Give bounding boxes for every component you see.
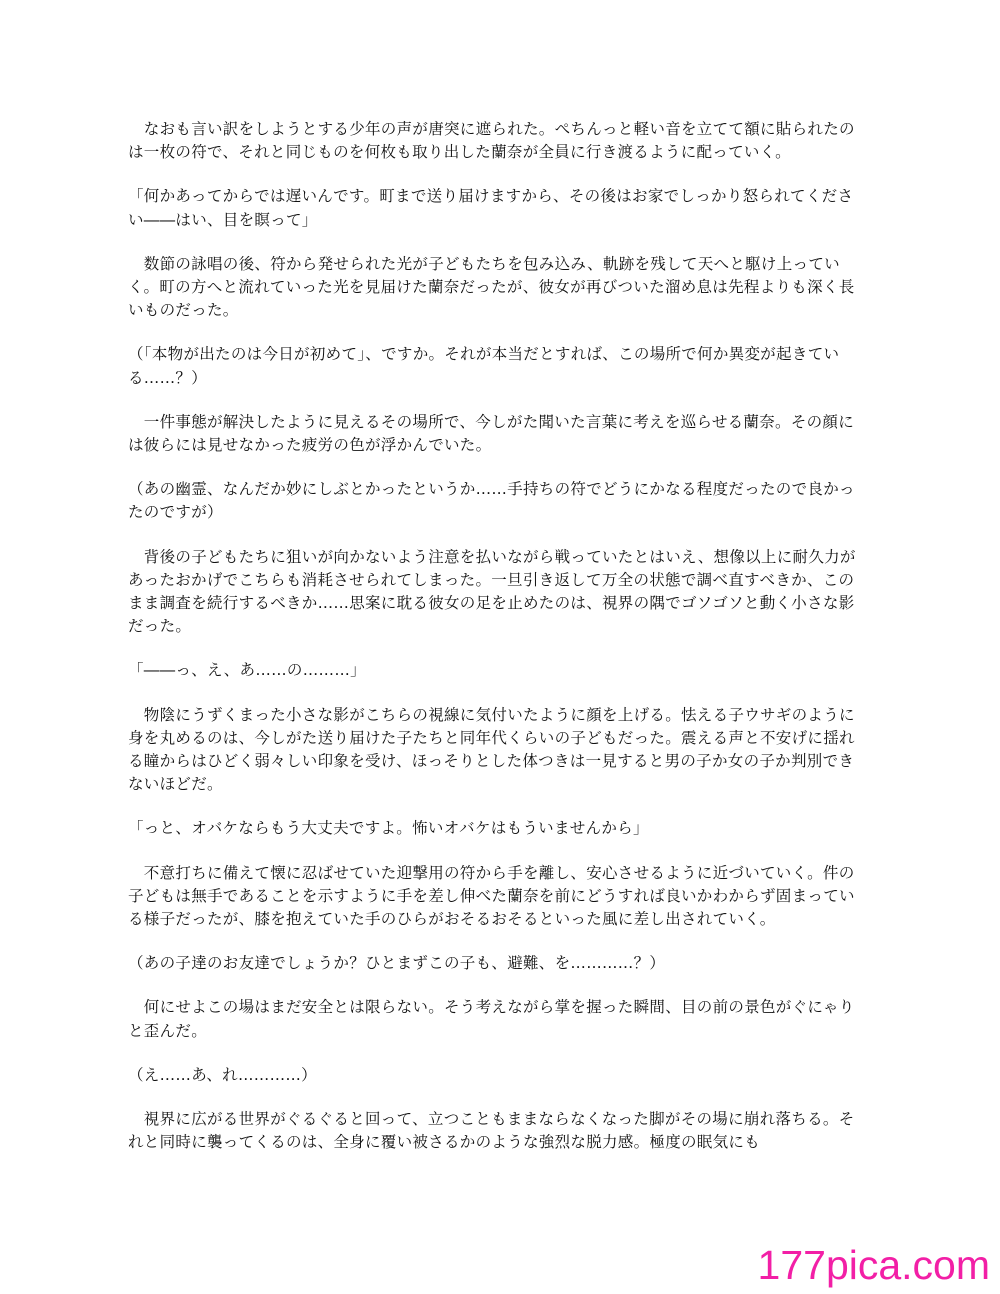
paragraph: 何にせよこの場はまだ安全とは限らない。そう考えながら掌を握った瞬間、目の前の景色がぐにゃりと歪んだ。 bbox=[128, 998, 855, 1040]
paragraph: 物陰にうずくまった小さな影がこちらの視線に気付いたように顔を上げる。怯える子ウサギのように身を丸めるのは、今しがた送り届けた子たちと同年代くらいの子どもだった。震える声と不安げに揺れる瞳からはひどく弱々しい印象を受け、ほっそりとした体つきは一見すると男の子か女の子か判別できないほどだ。 bbox=[128, 705, 855, 794]
paragraph: 数節の詠唱の後、符から発せられた光が子どもたちを包み込み、軌跡を残して天へと駆け上っていく。町の方へと流れていった光を見届けた蘭奈だったが、彼女が再びついた溜め息は先程よりも深く長いものだった。 bbox=[128, 254, 855, 320]
thought-paragraph: （あの子達のお友達でしょうか？ひとまずこの子も、避難、を…………？） bbox=[128, 954, 666, 973]
watermark-logo: 177pica.com bbox=[757, 1242, 990, 1288]
paragraph: 背後の子どもたちに狙いが向かないよう注意を払いながら戦っていたとはいえ、想像以上に耐久力があったおかげでこちらも消耗させられてしまった。一旦引き返して万全の状態で調べ直すべきか、このまま調査を続行するべきか……思案に耽る彼女の足を止めたのは、視界の隅でゴソゴソと動く小さな影だった。 bbox=[128, 547, 856, 636]
paragraph: 視界に広がる世界がぐるぐると回って、立つこともままならなくなった脚がその場に崩れ落ちる。それと同時に襲ってくるのは、全身に覆い被さるかのような強烈な脱力感。極度の眠気にも bbox=[128, 1110, 855, 1152]
paragraph: 一件事態が解決したように見えるその場所で、今しがた聞いた言葉に考えを巡らせる蘭奈。その顔には彼らには見せなかった疲労の色が浮かんでいた。 bbox=[128, 412, 855, 455]
paragraph: 不意打ちに備えて懐に忍ばせていた迎撃用の符から手を離し、安心させるように近づいていく。件の子どもは無手であることを示すように手を差し伸べた蘭奈を前にどうすれば良いかわからず固まっている様子だったが、膝を抱えていた手のひらがおそるおそるといった風に差し出されていく。 bbox=[128, 863, 855, 929]
paragraph: なおも言い訳をしようとする少年の声が唐突に遮られた。ぺちんっと軽い音を立てて額に貼られたのは一枚の符で、それと同じものを何枚も取り出した蘭奈が全員に行き渡るように配っていく。 bbox=[128, 120, 855, 162]
story-text bbox=[128, 118, 866, 1176]
thought-paragraph: （え……あ、れ…………） bbox=[128, 1065, 317, 1084]
thought-paragraph: （「本物が出たのは今日が初めて」、ですか。それが本当だとすれば、この場所で何か異変が起きている……？） bbox=[128, 345, 840, 387]
dialogue-paragraph: 「何かあってからでは遅いんです。町まで送り届けますから、その後はお家でしっかり怒られてください――はい、目を瞑って」 bbox=[128, 187, 854, 229]
dialogue-paragraph: 「――っ、え、あ……の………」 bbox=[128, 661, 366, 680]
thought-paragraph: （あの幽霊、なんだか妙にしぶとかったというか……手持ちの符でどうにかなる程度だったので良かったのですが） bbox=[128, 480, 855, 522]
dialogue-paragraph: 「っと、オバケならもう大丈夫ですよ。怖いオバケはもういませんから」 bbox=[128, 819, 649, 838]
